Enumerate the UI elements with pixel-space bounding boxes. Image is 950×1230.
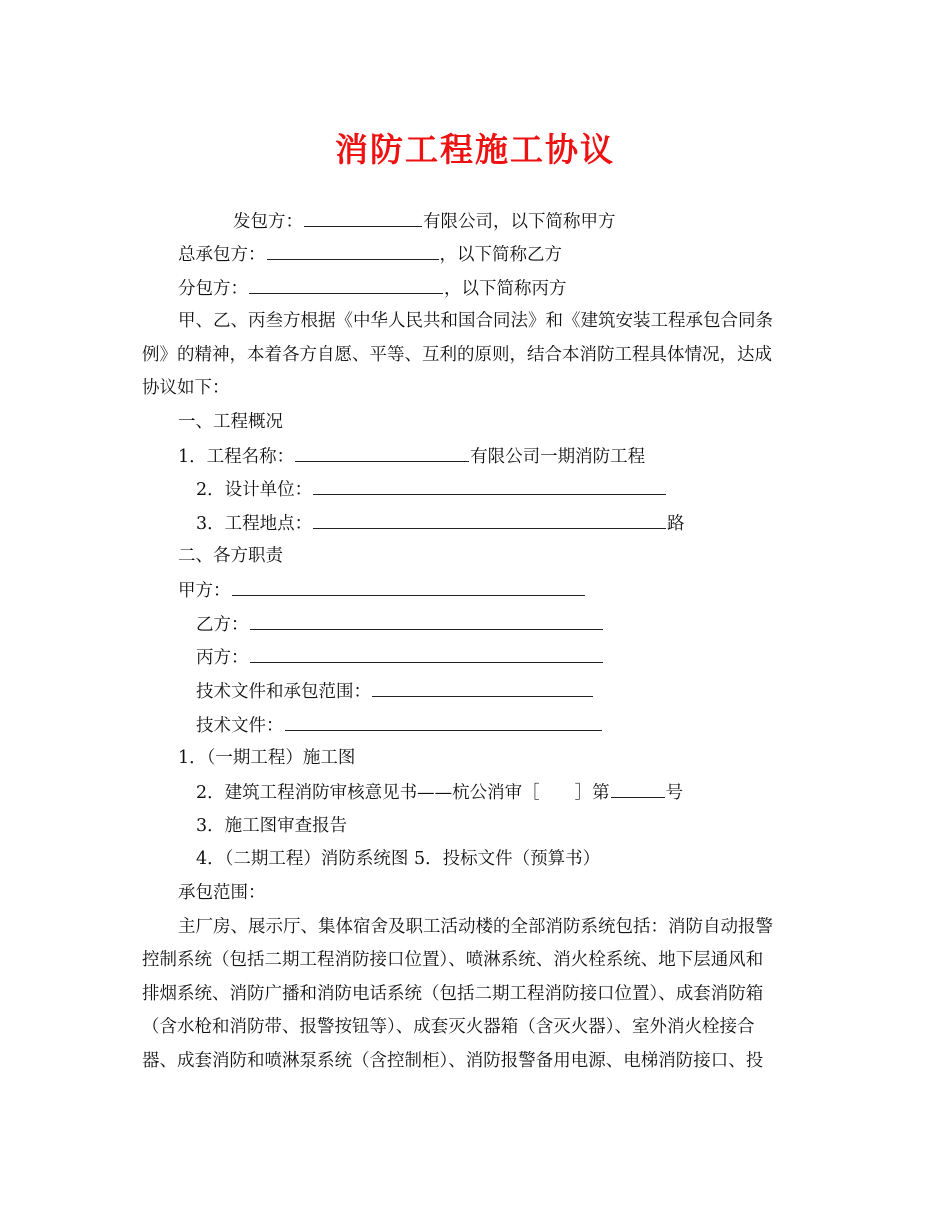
party-a-label: 发包方： <box>233 212 303 232</box>
project-name-blank[interactable] <box>295 445 469 462</box>
doc-item-2-blank[interactable] <box>611 781 665 798</box>
tech-scope-label: 技术文件和承包范围： <box>196 682 371 702</box>
project-site-line <box>196 512 685 535</box>
duty-a-blank[interactable] <box>232 579 585 596</box>
doc-item-2 <box>196 781 683 804</box>
scope-line-3: 排烟系统、消防广播和消防电话系统（包括二期工程消防接口位置）、成套消防箱 <box>142 984 764 1004</box>
scope-line-2: 控制系统（包括二期工程消防接口位置）、喷淋系统、消火栓系统、地下层通风和 <box>142 950 764 970</box>
scope-line-1: 主厂房、展示厅、集体宿舍及职工活动楼的全部消防系统包括：消防自动报警 <box>178 917 773 937</box>
party-b-suffix: ，以下简称乙方 <box>439 245 562 265</box>
duty-c-blank[interactable] <box>250 646 603 663</box>
party-b-label: 总承包方： <box>178 245 266 265</box>
document-title: 消防工程施工协议 <box>335 130 615 169</box>
project-site-label: 3．工程地点： <box>196 514 313 534</box>
party-a-line <box>233 210 616 233</box>
party-b-blank[interactable] <box>267 243 439 260</box>
duty-b-label: 乙方： <box>196 615 249 635</box>
design-unit-label: 2．设计单位： <box>196 480 313 500</box>
tech-scope-line <box>196 680 594 703</box>
design-unit-blank[interactable] <box>313 478 666 495</box>
design-unit-line <box>196 478 667 501</box>
project-name-line <box>178 445 645 468</box>
scope-line-4: （含水枪和消防带、报警按钮等）、成套灭火器箱（含灭火器）、室外消火栓接合 <box>142 1017 755 1037</box>
doc-item-1: 1．（一期工程）施工图 <box>178 748 356 768</box>
party-c-label: 分包方： <box>178 279 248 299</box>
doc-item-4: 4．（二期工程）消防系统图 5．投标文件（预算书） <box>196 849 601 869</box>
duty-b-blank[interactable] <box>250 613 603 630</box>
tech-docs-line <box>196 714 603 737</box>
tech-docs-blank[interactable] <box>285 714 602 731</box>
doc-item-3: 3．施工图审查报告 <box>196 816 348 836</box>
doc-item-2-suffix: 号 <box>665 783 684 803</box>
party-a-blank[interactable] <box>304 210 422 227</box>
section2-heading: 二、各方职责 <box>178 546 283 566</box>
doc-item-2-text: 2．建筑工程消防审核意见书——杭公消审［ ］第 <box>196 783 610 803</box>
project-name-suffix: 有限公司一期消防工程 <box>470 447 646 467</box>
duty-a-line <box>178 579 586 602</box>
party-c-line <box>178 277 567 300</box>
duty-c-label: 丙方： <box>196 648 249 668</box>
scope-heading: 承包范围： <box>178 883 266 903</box>
party-c-suffix: ，以下简称丙方 <box>444 279 567 299</box>
party-c-blank[interactable] <box>249 277 443 294</box>
tech-scope-blank[interactable] <box>372 680 593 697</box>
project-name-label: 1．工程名称： <box>178 447 295 467</box>
intro-line-1: 甲、乙、丙叁方根据《中华人民共和国合同法》和《建筑安装工程承包合同条 <box>178 311 773 331</box>
duty-a-label: 甲方： <box>178 581 231 601</box>
party-b-line <box>178 243 562 266</box>
project-site-blank[interactable] <box>313 512 666 529</box>
party-a-suffix: 有限公司，以下简称甲方 <box>423 212 616 232</box>
duty-c-line <box>196 646 604 669</box>
scope-line-5: 器、成套消防和喷淋泵系统（含控制柜）、消防报警备用电源、电梯消防接口、投 <box>142 1051 764 1071</box>
tech-docs-label: 技术文件： <box>196 716 284 736</box>
duty-b-line <box>196 613 604 636</box>
intro-line-3: 协议如下： <box>142 378 230 398</box>
project-site-suffix: 路 <box>667 514 685 534</box>
section1-heading: 一、工程概况 <box>178 412 283 432</box>
intro-line-2: 例》的精神，本着各方自愿、平等、互利的原则，结合本消防工程具体情况，达成 <box>142 345 772 365</box>
